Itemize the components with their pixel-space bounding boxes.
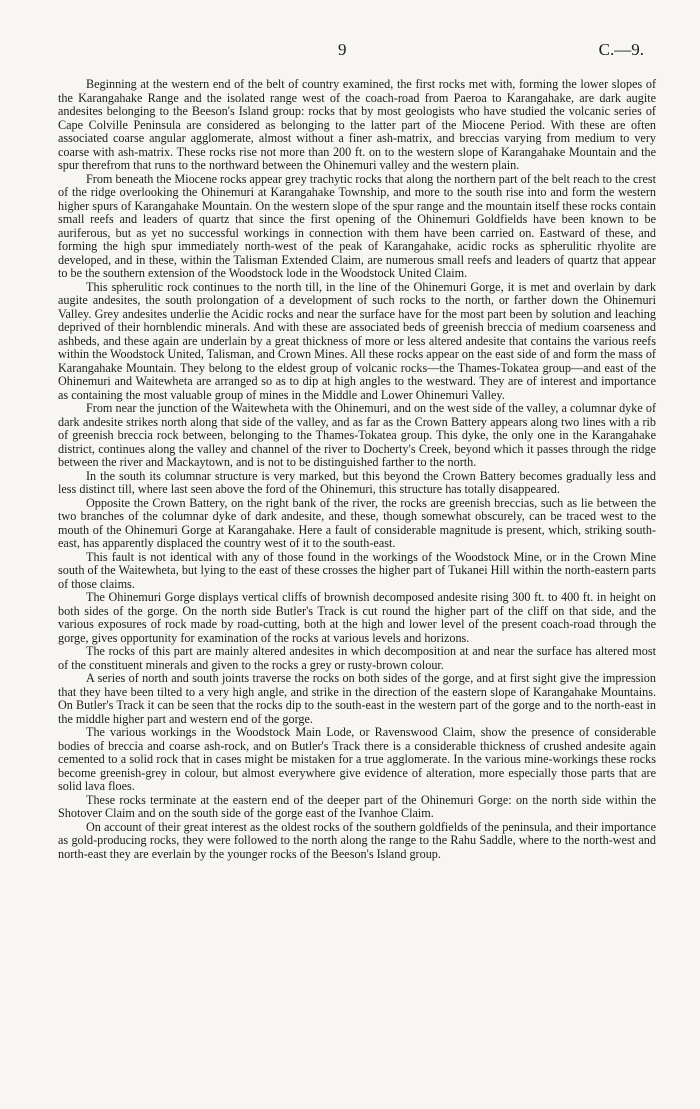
- paragraph: The rocks of this part are mainly altered andesites in which decomposition at and near the surface has altered most of the constituent minerals and given to the rocks a grey or rusty-brown colour.: [58, 644, 656, 672]
- page-number: 9: [338, 40, 347, 59]
- paragraph: Opposite the Crown Battery, on the right bank of the river, the rocks are greenish breccias, such as lie between the two branches of the columnar dyke of dark andesite, and these, though somewhat obscurely, can be traced west to the mouth of the Ohinemuri Gorge at Karangahake. Here a fault of considerable magnitude is present, which, striking south-east, has apparently displaced the country west of it to the south-east.: [58, 495, 656, 550]
- paragraph: This fault is not identical with any of those found in the workings of the Woodstock Mine, or in the Crown Mine south of the Waitewheta, but lying to the east of these crosses the higher part of Tukanei Hill within the north-eastern parts of those claims.: [58, 549, 656, 591]
- paragraph: Beginning at the western end of the belt of country examined, the first rocks met with, forming the lower slopes of the Karangahake Range and the isolated range west of the coach-road from Paeroa to Karangahake, are dark augite andesites belonging to the Beeson's Island group: rocks that by most geologists who have studied the volcanic series of Cape Colville Peninsula are considered as belonging to the latter part of the Miocene Period. With these are often associated coarse angular agglomerate, almost without a finer ash-matrix, and breccias varying from medium to very coarse with ash-matrix. These rocks rise not more than 200 ft. on to the western slope of Karangahake Mountain and the spur therefrom that runs to the northward between the Ohinemuri valley and the western plain.: [58, 77, 656, 172]
- paragraph: This spherulitic rock continues to the north till, in the line of the Ohinemuri Gorge, it is met and overlain by dark augite andesites, the south prolongation of a development of such rocks to the north, or farther down the Ohinemuri Valley. Grey andesites underlie the Acidic rocks and near the surface have for the most part been by solution and leaching deprived of their hornblendic minerals. And with these are associated beds of greenish breccia of medium coarseness and ashbeds, and these again are underlain by a great thickness of more or less altered andesite that contains the various reefs within the Woodstock United, Talisman, and Crown Mines. All these rocks appear on the east side of and form the mass of Karangahake Mountain. They belong to the eldest group of volcanic rocks—the Thames-Tokatea group—and east of the Ohinemuri and Waitewheta are arranged so as to dip at high angles to the westward. They are of interest and importance as containing the most valuable group of mines in the Middle and Lower Ohinemuri Valley.: [58, 279, 656, 402]
- paragraph: From beneath the Miocene rocks appear grey trachytic rocks that along the northern part of the belt reach to the crest of the ridge overlooking the Ohinemuri at Karangahake Township, and more to the south rise into and form the western higher spurs of Karangahake Mountain. On the western slope of the spur range and the mountain itself these rocks contain small reefs and leaders of quartz that since the first opening of the Ohinemuri Goldfields have been known to be auriferous, but as yet no successful workings in connection with them have been carried on. Eastward of these, and forming the high spur immediately north-west of the peak of Karangahake, acidic rocks as spherulitic rhyolite are developed, and in these, within the Talisman Extended Claim, are numerous small reefs and leaders of quartz that appear to be the southern extension of the Woodstock lode in the Woodstock United Claim.: [58, 171, 656, 280]
- paragraph: The various workings in the Woodstock Main Lode, or Ravenswood Claim, show the presence of considerable bodies of breccia and coarse ash-rock, and on Butler's Track there is a considerable thickness of crushed andesite again cemented to a solid rock that in cases might be mistaken for a true agglomerate. In the various mine-workings these rocks become greenish-grey in colour, but almost everywhere give evidence of alteration, more especially those parts that are solid lava floes.: [58, 725, 656, 793]
- paragraph: The Ohinemuri Gorge displays vertical cliffs of brownish decomposed andesite rising 300 ft. to 400 ft. in height on both sides of the gorge. On the north side Butler's Track is cut round the higher part of the cliff on that side, and the various exposures of rock made by road-cutting, both at the high and lower level of the present coach-road through the gorge, gives opportunity for examination of the rocks at various levels and horizons.: [58, 590, 656, 645]
- document-reference: C.—9.: [598, 40, 644, 59]
- paragraph: These rocks terminate at the eastern end of the deeper part of the Ohinemuri Gorge: on the north side within the Shotover Claim and on the south side of the gorge east of the Ivanhoe Claim.: [58, 792, 656, 820]
- paragraph: A series of north and south joints traverse the rocks on both sides of the gorge, and at first sight give the impression that they have been tilted to a very high angle, and strike in the direction of the eastern slope of Karangahake Mountains. On Butler's Track it can be seen that the rocks dip to the south-east in the western part of the gorge and to the north-east in the middle higher part and western end of the gorge.: [58, 671, 656, 726]
- body-text: [58, 78, 656, 861]
- paragraph: In the south its columnar structure is very marked, but this beyond the Crown Battery becomes gradually less and less distinct till, where last seen above the ford of the Ohinemuri, this structure has totally disappeared.: [58, 468, 656, 496]
- paragraph: From near the junction of the Waitewheta with the Ohinemuri, and on the west side of the valley, a columnar dyke of dark andesite strikes north along that side of the valley, and as far as the Crown Battery appears along two lines with a rib of greenish breccia rock between, belonging to the Thames-Tokatea group. This dyke, the only one in the Karangahake district, continues along the valley and channel of the river to Docherty's Creek, beyond which it passes through the ridge between the river and Mackaytown, and is not to be distinguished farther to the north.: [58, 401, 656, 469]
- paragraph: On account of their great interest as the oldest rocks of the southern goldfields of the peninsula, and their importance as gold-producing rocks, they were followed to the north along the range to the Rahu Saddle, where to the north-west and north-east they are everlain by the younger rocks of the Beeson's Island group.: [58, 819, 656, 861]
- page-header: [0, 40, 700, 62]
